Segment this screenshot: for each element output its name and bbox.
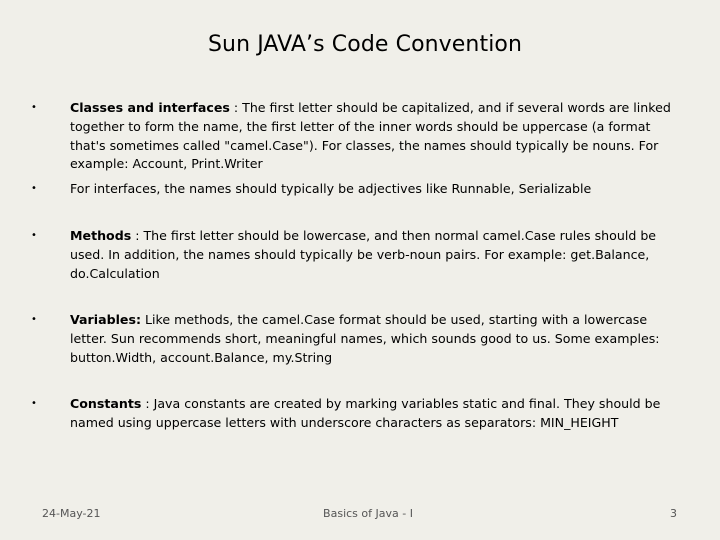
bullet-variables	[31, 311, 682, 367]
page-number: 3	[670, 507, 677, 520]
bullet-term: Variables:	[70, 312, 141, 327]
bullet-marker: •	[31, 183, 37, 194]
bullet-text: : The first letter should be lowercase, and then normal camel.Case rules should be used. In addition, the names should typically be verb-noun pairs. For example: get.Balance, do.Calculation	[70, 228, 657, 281]
bullet-constants	[31, 395, 682, 433]
bullet-text: : The first letter should be capitalized, and if several words are linked together to form the name, the first letter of the inner words should be uppercase (a format that's sometimes called "camel.Case"). For classes, the names should typically be nouns. For example: Account, Print.Writer	[70, 100, 671, 172]
bullet-classes	[31, 99, 682, 174]
bullet-marker: •	[31, 314, 37, 325]
bullet-text: For interfaces, the names should typically be adjectives like Runnable, Serializable	[70, 181, 592, 196]
bullet-text: : Java constants are created by marking variables static and final. They should be named using uppercase letters with underscore characters as separators: MIN_HEIGHT	[70, 396, 661, 430]
bullet-methods	[31, 227, 682, 283]
bullet-term: Classes and interfaces	[70, 100, 230, 115]
bullet-term: Methods	[70, 228, 132, 243]
bullet-term: Constants	[70, 396, 142, 411]
bullet-marker: •	[31, 230, 37, 241]
bullet-text: Like methods, the camel.Case format should be used, starting with a lowercase letter. Sun recommends short, meaningful names, which sounds good to us. Some examples: button.Width, account.Balance, my.String	[70, 312, 660, 365]
bullet-marker: •	[31, 102, 37, 113]
bullet-interfaces	[31, 180, 682, 199]
bullet-marker: •	[31, 398, 37, 409]
footer-title: Basics of Java - I	[323, 507, 413, 520]
footer-date: 24-May-21	[42, 507, 101, 520]
slide-title: Sun JAVA’s Code Convention	[207, 32, 523, 57]
